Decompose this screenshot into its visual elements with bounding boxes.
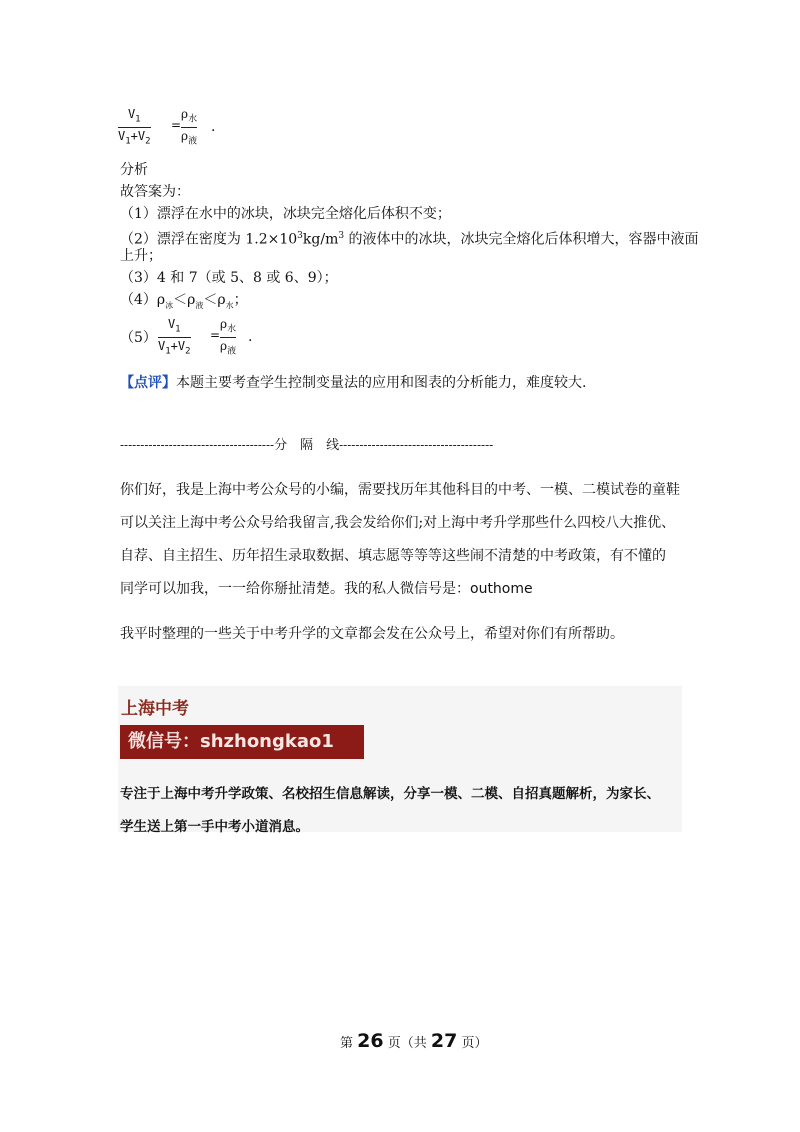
fraction-denominator: $V_1+V_2$: [118, 129, 151, 147]
analysis-heading: 分析: [120, 162, 148, 178]
section-divider: --------------------------------------分 隔 线--------------------------------------: [120, 438, 494, 453]
fraction-numerator: $V_1$: [158, 316, 191, 338]
fraction-denominator: $\rho_液$: [181, 129, 198, 147]
answer-item-2: （2）漂浮在密度为 $1.2\times 10^3kg/m^3$ 的液体中的冰块，冰块完全熔化后体积增大，容器中液面: [120, 231, 699, 248]
notice-line-4: 同学可以加我，一一给你掰扯清楚。我的私人微信号是：outhome: [120, 581, 533, 597]
fraction-denominator: $\rho_液$: [220, 339, 237, 357]
answer-item-4: $(4)\rho_冰<\rho_液<\rho_水$；: [120, 292, 248, 310]
comment-text: 本题主要考查学生控制变量法的应用和图表的分析能力，难度较大.: [176, 375, 587, 391]
answer-item-2-continued: 上升；: [120, 248, 162, 264]
promo-desc-line-1: 专注于上海中考升学政策、名校招生信息解读，分享一模、二模、自招真题解析，为家长、: [120, 786, 660, 802]
fraction-numerator: $V_1$: [118, 106, 151, 128]
wechat-label-bar: 微信号：shzhongkao1: [120, 725, 364, 759]
formula-period: .: [248, 329, 253, 345]
comment-line: [120, 372, 586, 394]
fraction-numerator: $\rho_水$: [220, 316, 236, 338]
notice-line-5: 我平时整理的一些关于中考升学的文章都会发在公众号上，希望对你们有所帮助。: [120, 626, 624, 642]
formula-period: .: [211, 119, 216, 135]
answer-item-3: （3）4 和 7（或 5、8 或 6、9）；: [120, 270, 338, 286]
formula-density-fraction: [220, 316, 236, 360]
answer-intro: 故答案为：: [120, 184, 190, 200]
comment-tag: 【点评】: [120, 375, 176, 391]
fraction-denominator: $V_1+V_2$: [158, 339, 191, 357]
promo-title: 上海中考: [121, 699, 189, 719]
answer-item-5-label: （5）: [120, 330, 157, 346]
page-footer: 第 26 页（共 27 页）: [340, 1030, 488, 1052]
wechat-id: outhome: [470, 581, 533, 597]
fraction-numerator: $\rho_水$: [181, 106, 197, 128]
page-number: 26: [357, 1030, 384, 1052]
notice-line-2: 可以关注上海中考公众号给我留言,我会发给你们;对上海中考升学那些什么四校八大推优、: [120, 515, 676, 531]
equals-sign: =: [210, 328, 221, 342]
notice-line-3: 自荐、自主招生、历年招生录取数据、填志愿等等等这些闹不清楚的中考政策，有不懂的: [120, 548, 666, 564]
formula-volume-fraction: [158, 316, 191, 360]
notice-line-1: 你们好，我是上海中考公众号的小编，需要找历年其他科目的中考、一模、二模试卷的童鞋: [120, 482, 680, 498]
answer-item-1: （1）漂浮在水中的冰块，冰块完全熔化后体积不变；: [120, 206, 451, 222]
promo-desc-line-2: 学生送上第一手中考小道消息。: [120, 819, 309, 835]
formula-volume-fraction: [118, 106, 151, 150]
equals-sign: =: [171, 118, 182, 132]
formula-density-fraction: [181, 106, 197, 150]
page-total: 27: [430, 1030, 458, 1052]
